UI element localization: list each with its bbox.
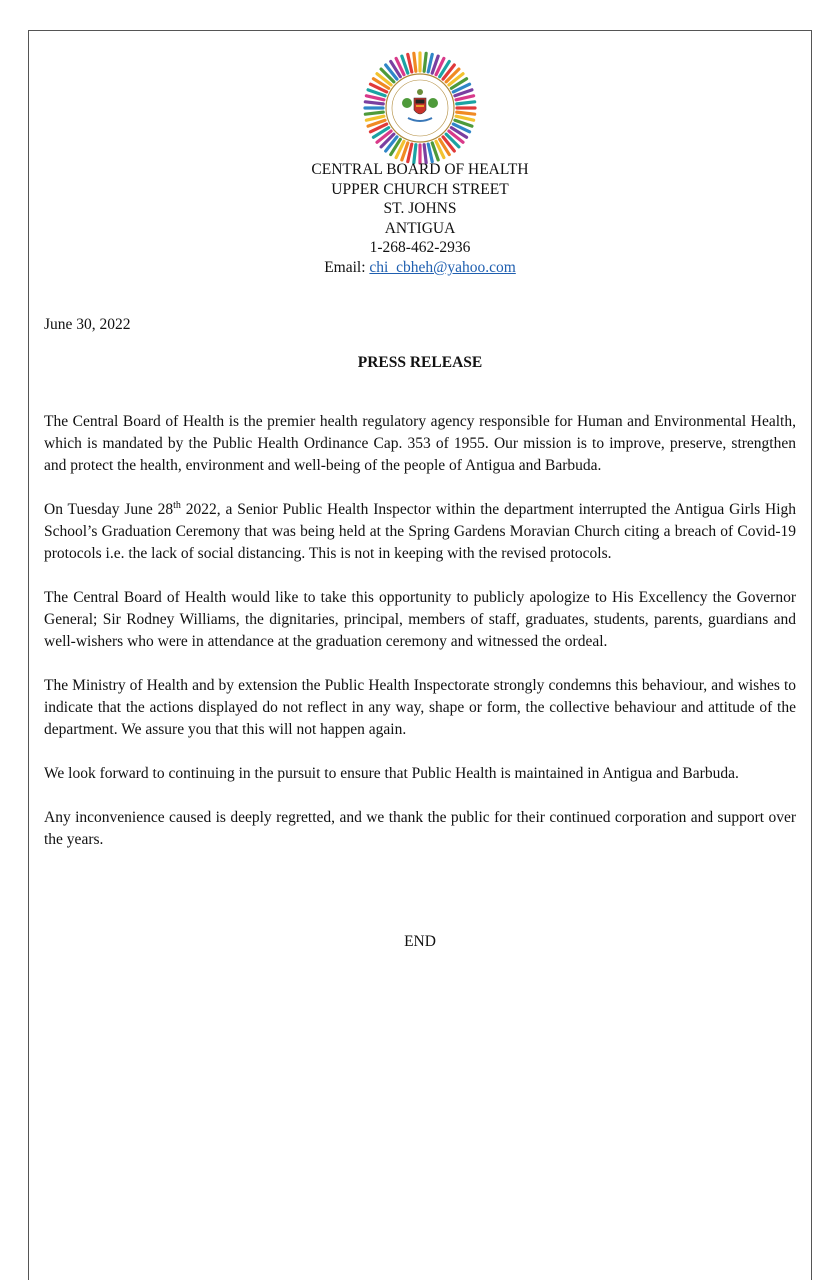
phone-number: 1-268-462-2936 — [369, 239, 471, 257]
press-release-heading: PRESS RELEASE — [357, 354, 483, 371]
street-address: UPPER CHURCH STREET — [331, 180, 509, 198]
press-release-body — [44, 411, 796, 873]
email-link[interactable]: chi_cbheh@yahoo.com — [369, 258, 516, 276]
paragraph-mission: The Central Board of Health is the premier health regulatory agency responsible for Human and Environmental Health, which is mandated by the Public Health Ordinance Cap. 353 of 1955. Our mission is to improve, preserve, strengthen and protect the health, environment and well-being of the people of Antigua and Barbuda. — [44, 413, 796, 474]
paragraph-apology: The Central Board of Health would like to take this opportunity to publicly apologize to His Excellency the Governor General; Sir Rodney Williams, the dignitaries, principal, members of staff, graduates, students, parents, guardians and well-wishers who were in attendance at the graduation ceremony and witnessed the ordeal. — [44, 589, 796, 650]
board-seal-logo — [360, 48, 480, 168]
paragraph-condemnation: The Ministry of Health and by extension the Public Health Inspectorate strongly condemns this behaviour, and wishes to indicate that the actions displayed do not reflect in any way, shape or form, the collective behaviour and attitude of the department. We assure you that this will not happen again. — [44, 677, 796, 738]
country: ANTIGUA — [384, 219, 456, 237]
date-ordinal-suffix: th — [173, 499, 181, 511]
incident-text-rest: 2022, a Senior Public Health Inspector within the department interrupted the Antigua Girls High School’s Graduation Ceremony that was being held at the Spring Gardens Moravian Church citing a breach of Covid-19 protocols i.e. the lack of social distancing. This is not in keeping with the revised protocols. — [44, 501, 797, 562]
letterhead — [0, 160, 840, 278]
email-label: Email: — [324, 258, 366, 276]
seal-icon — [360, 48, 480, 168]
release-date: June 30, 2022 — [44, 316, 131, 333]
paragraph-commitment: We look forward to continuing in the pursuit to ensure that Public Health is maintained in Antigua and Barbuda. — [44, 765, 739, 782]
org-name: CENTRAL BOARD OF HEALTH — [311, 161, 529, 178]
paragraph-regret: Any inconvenience caused is deeply regretted, and we thank the public for their continued corporation and support over the years. — [44, 809, 796, 848]
paragraph-incident — [44, 499, 796, 565]
email-line — [0, 258, 840, 278]
end-marker: END — [404, 933, 436, 950]
city: ST. JOHNS — [383, 200, 457, 218]
incident-text-start: On Tuesday June 28 — [44, 501, 174, 518]
